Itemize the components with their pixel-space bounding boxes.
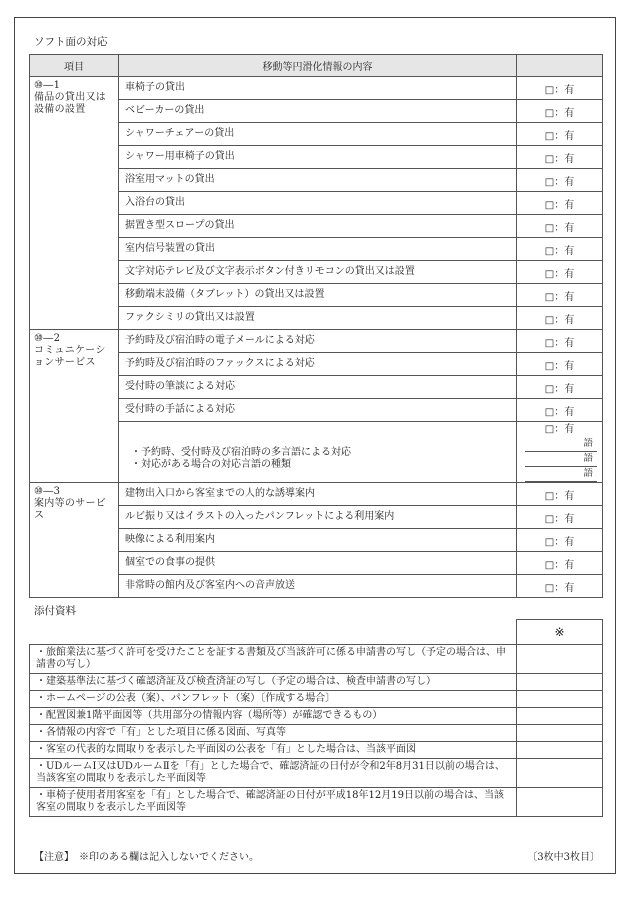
note-text: 【注意】 ※印のある欄は記入しないでください。 (34, 852, 259, 863)
attachment-text: ・建築基準法に基づく確認済証及び検査済証の写し（予定の場合は、検査申請書の写し） (30, 674, 517, 691)
attachment-check-cell[interactable] (517, 742, 603, 759)
table-row (30, 330, 603, 353)
row-content: 予約時及び宿泊時の電子メールによる対応 (119, 330, 517, 353)
row-content: 入浴台の貸出 (119, 192, 517, 215)
table-header-row (30, 55, 603, 77)
row-content: 個室での食事の提供 (119, 552, 517, 575)
group-label-1: ⑩―1 備品の貸出又は設備の設置 (30, 77, 119, 330)
availability-checkbox[interactable]: □：有 (517, 552, 603, 575)
attachment-check-cell[interactable] (517, 691, 603, 708)
attachment-text: ・各情報の内容で「有」とした項目に係る図面、写真等 (30, 725, 517, 742)
row-content: シャワーチェアーの貸出 (119, 123, 517, 146)
availability-checkbox[interactable]: □：有 (517, 192, 603, 215)
header-item: 項目 (30, 55, 119, 77)
page-indicator: 〔3枚中3枚目〕 (527, 852, 600, 863)
attachment-check-cell[interactable] (517, 708, 603, 725)
availability-checkbox[interactable]: □：有 (517, 330, 603, 353)
attachment-check-cell[interactable] (517, 788, 603, 817)
attachment-text: ・客室の代表的な間取りを表示した平面図の公表を「有」とした場合は、当該平面図 (30, 742, 517, 759)
row-content: 受付時の手話による対応 (119, 399, 517, 422)
availability-checkbox[interactable]: □：有 (517, 307, 603, 330)
row-content: 受付時の筆談による対応 (119, 376, 517, 399)
row-content: 非常時の館内及び客室内への音声放送 (119, 575, 517, 598)
row-content: 予約時及び宿泊時のファックスによる対応 (119, 353, 517, 376)
availability-checkbox[interactable]: □：有 (517, 238, 603, 261)
section-title-software: ソフト面の対応 (34, 36, 108, 48)
availability-checkbox[interactable]: □：有 (517, 169, 603, 192)
availability-checkbox[interactable]: □：有 (544, 424, 575, 435)
attach-header-row (30, 620, 603, 645)
attachment-row (30, 742, 603, 759)
row-content: 建物出入口から客室までの人的な誘導案内 (119, 483, 517, 506)
attachment-check-cell[interactable] (517, 645, 603, 674)
attachment-row (30, 708, 603, 725)
availability-checkbox[interactable]: □：有 (517, 483, 603, 506)
attachment-text: ・UDルームⅠ又はUDルームⅡを「有」とした場合で、確認済証の日付が令和2年8月31日以前の場合は、当該客室の間取りを表示した平面図等 (30, 759, 517, 788)
language-field[interactable]: 語 (525, 467, 597, 482)
attachment-row (30, 759, 603, 788)
table-row (30, 77, 603, 100)
attach-header-blank (30, 620, 517, 645)
attachment-row (30, 788, 603, 817)
availability-checkbox[interactable]: □：有 (517, 215, 603, 238)
availability-checkbox[interactable]: □：有 (517, 376, 603, 399)
availability-checkbox[interactable]: □：有 (517, 399, 603, 422)
row-content: 室内信号装置の貸出 (119, 238, 517, 261)
availability-checkbox[interactable]: □：有 (517, 146, 603, 169)
attachment-text: ・ホームページの公表（案）、パンフレット（案）〔作成する場合〕 (30, 691, 517, 708)
multilingual-line: ・対応がある場合の対応言語の種類 (131, 459, 291, 470)
row-content: 映像による利用案内 (119, 529, 517, 552)
availability-checkbox[interactable]: □：有 (517, 575, 603, 598)
row-content: 文字対応テレビ及び文字表示ボタン付きリモコンの貸出又は設置 (119, 261, 517, 284)
availability-checkbox[interactable]: □：有 (517, 261, 603, 284)
language-field[interactable]: 語 (525, 452, 597, 467)
row-content: ファクシミリの貸出又は設置 (119, 307, 517, 330)
attach-mark: ※ (517, 620, 603, 645)
availability-checkbox[interactable]: □：有 (517, 353, 603, 376)
attachment-text: ・旅館業法に基づく許可を受けたことを証する書類及び当該許可に係る申請書の写し（予定の場合は、申請書の写し） (30, 645, 517, 674)
availability-checkbox[interactable]: □：有 (517, 529, 603, 552)
availability-checkbox[interactable]: □：有 (517, 77, 603, 100)
multilingual-content (119, 422, 517, 483)
row-content: 車椅子の貸出 (119, 77, 517, 100)
row-content: 浴室用マットの貸出 (119, 169, 517, 192)
attachment-check-cell[interactable] (517, 759, 603, 788)
attachment-text: ・車椅子使用者用客室を「有」とした場合で、確認済証の日付が平成18年12月19日以前の場合は、当該客室の間取りを表示した平面図等 (30, 788, 517, 817)
table-row (30, 483, 603, 506)
row-content: 据置き型スロープの貸出 (119, 215, 517, 238)
row-content: ベビーカーの貸出 (119, 100, 517, 123)
header-check (517, 55, 603, 77)
language-cell (517, 422, 603, 483)
attachment-check-cell[interactable] (517, 674, 603, 691)
group-label-3: ⑩―3 案内等のサービス (30, 483, 119, 598)
section-title-attachments: 添付資料 (34, 605, 76, 617)
multilingual-line: ・予約時、受付時及び宿泊時の多言語による対応 (131, 447, 351, 458)
multilingual-lines (119, 433, 516, 471)
row-content: ルビ振り又はイラストの入ったパンフレットによる利用案内 (119, 506, 517, 529)
availability-checkbox[interactable]: □：有 (517, 100, 603, 123)
availability-checkbox[interactable]: □：有 (517, 284, 603, 307)
attachment-row (30, 674, 603, 691)
availability-checkbox[interactable]: □：有 (517, 506, 603, 529)
attachment-row (30, 645, 603, 674)
attachment-row (30, 725, 603, 742)
group-label-2: ⑩―2 コミュニケーションサービス (30, 330, 119, 483)
availability-checkbox[interactable]: □：有 (517, 123, 603, 146)
row-content: 移動端末設備（タブレット）の貸出又は設置 (119, 284, 517, 307)
language-field[interactable]: 語 (525, 437, 597, 452)
attachments-table (29, 619, 603, 817)
header-content: 移動等円滑化情報の内容 (119, 55, 517, 77)
software-table (29, 54, 603, 598)
attachment-row (30, 691, 603, 708)
attachment-check-cell[interactable] (517, 725, 603, 742)
attachment-text: ・配置図兼1階平面図等（共用部分の情報内容（場所等）が確認できるもの） (30, 708, 517, 725)
row-content: シャワー用車椅子の貸出 (119, 146, 517, 169)
